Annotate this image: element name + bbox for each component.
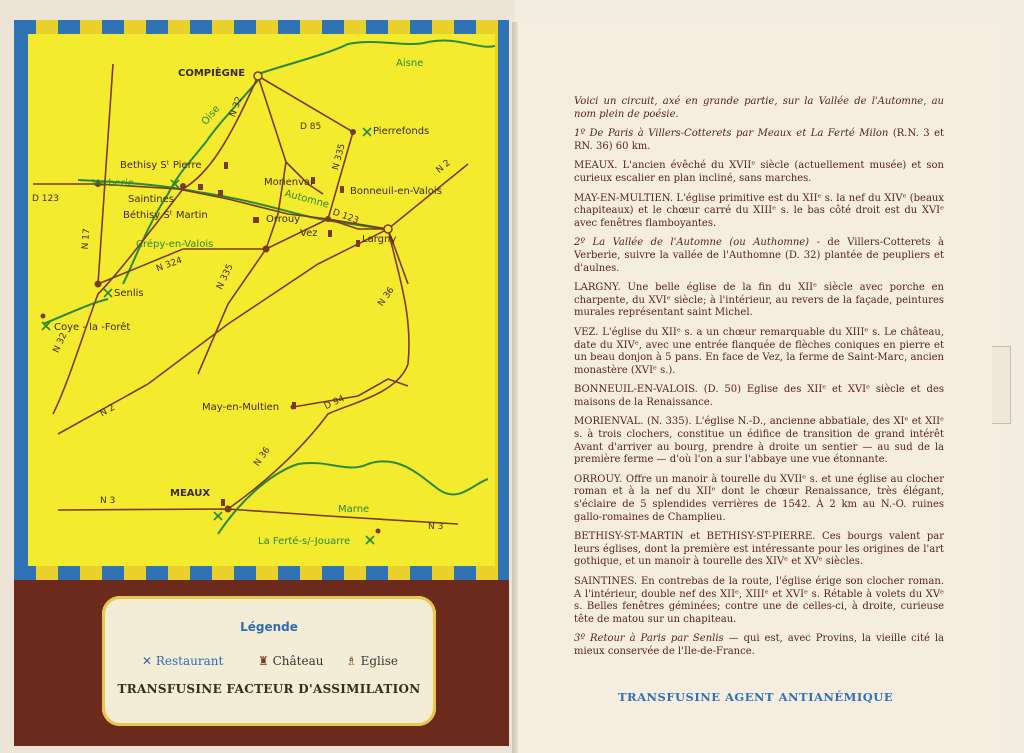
node-largny bbox=[384, 225, 392, 233]
church-icon-bonneuil bbox=[340, 186, 344, 193]
paper-tab bbox=[992, 346, 1011, 424]
town-senlis: Senlis bbox=[114, 288, 144, 299]
road-n335 bbox=[198, 132, 353, 374]
castle-icon: ♜ bbox=[258, 654, 273, 668]
town-bethisy-st-martin: Béthisy Sᵗ Martin bbox=[123, 210, 208, 221]
road-label-n335-mid: N 335 bbox=[215, 262, 236, 292]
vez-text: L'église du XIIᵉ s. a un chœur remarquable du XIIIᵉ s. Le château, date du XIVᵉ, avec une entrée flanquée de flèches coniques en pierre et un beau donjon à 5 pans. En face de Vez, la ferme de Saint-Marc, ancien monastère (XVIᵉ s.). bbox=[574, 326, 945, 376]
bethisy-text: Ces bourgs valent par leurs églises, dont la première est intéressante pour les origines de l'art gothique, et un manoir à tourelle des XIVᵉ et XVᵉ siècles. bbox=[574, 531, 944, 568]
castle-icon-orrouy bbox=[253, 217, 259, 223]
legend-eglise-label: Eglise bbox=[360, 654, 398, 668]
road-label-n335-top: N 335 bbox=[331, 142, 348, 172]
town-pierrefonds: Pierrefonds bbox=[373, 126, 430, 137]
bonneuil-text: (D. 50) Eglise des XIIᵉ et XVIᵉ siècle et des maisons de la Renaissance. bbox=[574, 384, 944, 408]
node-senlis bbox=[95, 281, 102, 288]
road-label-n32-top: N 32 bbox=[228, 95, 245, 119]
meaux-entry bbox=[574, 160, 944, 185]
road-label-d94: D 94 bbox=[322, 393, 347, 413]
intro: Voici un circuit, axé en grande partie, sur la Vallée de l'Automne, au nom plein de poésie. bbox=[574, 96, 944, 120]
road-map-drawing bbox=[28, 34, 495, 566]
legend-chateau bbox=[258, 654, 323, 668]
node-saintines bbox=[180, 183, 186, 189]
town-crepy: Crépy-en-Valois bbox=[136, 239, 214, 250]
road-label-n36-mid: N 36 bbox=[376, 285, 397, 309]
town-largny: Largny bbox=[362, 234, 397, 245]
largny-label: LARGNY. bbox=[574, 282, 621, 294]
largny-text: Une belle église de la fin du XIIᵉ siècle avec porche en charpente, du XVIᵉ siècle; à l'intérieur, au revers de la façade, peintures murales représentant saint Michel. bbox=[574, 282, 944, 319]
largny-entry bbox=[574, 282, 944, 320]
town-vez: Vez bbox=[300, 228, 318, 239]
node-meaux bbox=[225, 506, 232, 513]
step1-title: 1º De Paris à Villers-Cotterets par Meaux et La Ferté Milon bbox=[574, 128, 889, 140]
river-nonette bbox=[43, 299, 108, 324]
legend-chateau-label: Château bbox=[272, 654, 324, 668]
road-n36 bbox=[228, 229, 409, 509]
right-page bbox=[518, 22, 1000, 753]
node-pierrefonds bbox=[350, 129, 356, 135]
church-icon-largny bbox=[356, 240, 360, 247]
meaux-label: MEAUX. bbox=[574, 160, 618, 172]
road-n324 bbox=[98, 249, 266, 284]
road-label-n2-right: N 2 bbox=[434, 158, 453, 176]
morienval-text: (N. 335). L'église N.-D., ancienne abbatiale, des XIᵉ et XIIᵉ s. à trois clochers, constitue un édifice de transition de grand intérêt Avant d'arriver au bourg, prendre à droite un sentier — au sud de la première ferme — d'où l'on a sur l'abbaye une vue étonnante. bbox=[574, 416, 944, 466]
may-label: MAY-EN-MULTIEN. bbox=[574, 192, 674, 204]
node-crepy bbox=[263, 246, 270, 253]
town-orrouy: Orrouy bbox=[266, 214, 301, 225]
road-label-n3-right: N 3 bbox=[428, 522, 444, 532]
church-icon-may bbox=[292, 402, 296, 409]
road-label-n36-bottom: N 36 bbox=[252, 445, 273, 469]
circuit-map bbox=[28, 34, 495, 566]
node-ferte bbox=[376, 529, 381, 534]
meaux-text: L'ancien évêché du XVIIᵉ siècle (actuellement musée) et son curieux escalier en plan incliné, sans marches. bbox=[574, 160, 944, 184]
town-saintines: Saintines bbox=[128, 194, 174, 205]
bonneuil-label: BONNEUIL-EN-VALOIS. bbox=[574, 384, 698, 396]
vez-entry bbox=[574, 327, 944, 377]
road-label-n2-left: N 2 bbox=[98, 402, 117, 420]
vez-label: VEZ. bbox=[574, 326, 599, 338]
restaurant-icon-senlis bbox=[104, 289, 112, 297]
restaurant-icon-ferte bbox=[366, 536, 374, 544]
river-label-marne: Marne bbox=[338, 504, 370, 515]
legend-card bbox=[102, 596, 436, 726]
river-label-oise: Oise bbox=[199, 103, 223, 128]
step2 bbox=[574, 237, 944, 275]
restaurant-icon-pierrefonds bbox=[363, 128, 371, 136]
river-label-aisne: Aisne bbox=[396, 58, 424, 69]
orrouy-text: Offre un manoir à tourelle du XVIIᵉ s. et une église au clocher roman et à la nef du XIIᵉ dont le chœur Renaissance, très élégant, s'éclaire de 5 splendides verrières de 1542. À 2 km au N.-O. ruines gallo-romaines de Champlieu. bbox=[574, 473, 944, 523]
may-entry bbox=[574, 193, 944, 231]
itinerary-text bbox=[574, 96, 944, 666]
legend-eglise bbox=[346, 654, 398, 668]
bethisy-entry bbox=[574, 531, 944, 569]
legend-footer: TRANSFUSINE FACTEUR D'ASSIMILATION bbox=[117, 682, 421, 696]
orrouy-entry bbox=[574, 474, 944, 524]
road-n3 bbox=[58, 509, 458, 524]
river-label-automne: Automne bbox=[283, 188, 331, 211]
river-aisne bbox=[258, 40, 495, 74]
saintines-label: SAINTINES. bbox=[574, 576, 638, 587]
saintines-entry bbox=[574, 576, 944, 626]
church-icon-vez bbox=[328, 230, 332, 237]
bonneuil-entry bbox=[574, 384, 944, 409]
castle-icon-saintines bbox=[198, 184, 203, 190]
saintines-text: En contrebas de la route, l'église érige son clocher roman. A l'intérieur, double nef des XIIᵉ, XIIIᵉ et XVIᵉ s. Rétable à volets du XVᵉ s. Belles fenêtres géminées; contre une de celles-ci, à droite, curieuse tête de matou sur un chapiteau. bbox=[574, 576, 944, 625]
step3-title: 3º Retour à Paris par Senlis bbox=[574, 633, 724, 645]
step2-title: 2º La Vallée de l'Automne (ou Authomne) bbox=[574, 237, 810, 249]
town-verberie: Verberie bbox=[92, 178, 134, 189]
restaurant-icon-meaux bbox=[214, 512, 222, 520]
church-icon-bethisy-st-pierre bbox=[224, 162, 228, 169]
footer-right: TRANSFUSINE AGENT ANTIANÉMIQUE bbox=[618, 690, 894, 704]
orrouy-label: ORROUY. bbox=[574, 473, 623, 485]
step3-detail: — qui est, avec Provins, la vieille cité la mieux conservée de l'Ile-de-France. bbox=[574, 633, 945, 657]
town-ferte: La Ferté-s/-Jouarre bbox=[258, 536, 351, 547]
town-meaux: MEAUX bbox=[170, 488, 211, 499]
step1 bbox=[574, 128, 944, 153]
town-compiegne: COMPIÈGNE bbox=[178, 68, 246, 79]
town-bonneuil: Bonneuil-en-Valois bbox=[350, 186, 442, 197]
road-label-d85: D 85 bbox=[300, 122, 322, 132]
road-label-d123-left: D 123 bbox=[32, 194, 59, 204]
step3 bbox=[574, 633, 944, 658]
node-compiegne bbox=[254, 72, 262, 80]
legend-title: Légende bbox=[240, 620, 298, 634]
restaurant-icon: ✕ bbox=[142, 654, 156, 668]
road-label-n3-left: N 3 bbox=[100, 496, 116, 506]
castle-icon-bethisy-st-martin bbox=[218, 190, 223, 196]
may-text: L'église primitive est du XIIᵉ s. la nef du XIVᵉ (beaux chapiteaux) et le chœur carré du XIIIᵉ s. le bas côté droit est du XVIᵉ avec fenêtres flamboyantes. bbox=[574, 192, 944, 229]
bethisy-label: BETHISY-ST-MARTIN et BETHISY-ST-PIERRE. bbox=[574, 531, 816, 543]
road-label-n324: N 324 bbox=[155, 255, 184, 275]
legend-restaurant bbox=[142, 654, 223, 668]
node-coye bbox=[41, 314, 46, 319]
road-label-d123-right: D 123 bbox=[331, 207, 360, 227]
town-coye: Coye - la -Forêt bbox=[54, 322, 131, 333]
road-n17 bbox=[98, 64, 113, 284]
road-label-n17: N 17 bbox=[80, 228, 93, 250]
road-d94 bbox=[293, 379, 408, 407]
step1-detail: (R.N. 3 et RN. 36) 60 km. bbox=[574, 128, 945, 152]
road-label-n32-bottom: N 32 bbox=[51, 331, 70, 355]
morienval-label: MORIENVAL. bbox=[574, 416, 644, 428]
morienval-entry bbox=[574, 416, 944, 466]
town-morienval: Morienval bbox=[264, 177, 313, 188]
step2-detail: - de Villers-Cotterets à Verberie, suivre la vallée de l'Authomne (D. 32) plantée de peupliers et d'aulnes. bbox=[574, 237, 944, 274]
town-bethisy-st-pierre: Bethisy Sᵗ Pierre bbox=[120, 160, 202, 171]
town-may: May-en-Multien bbox=[202, 402, 280, 413]
church-icon: ♗ bbox=[346, 654, 361, 668]
church-icon-meaux bbox=[221, 499, 225, 506]
legend-restaurant-label: Restaurant bbox=[155, 654, 224, 668]
